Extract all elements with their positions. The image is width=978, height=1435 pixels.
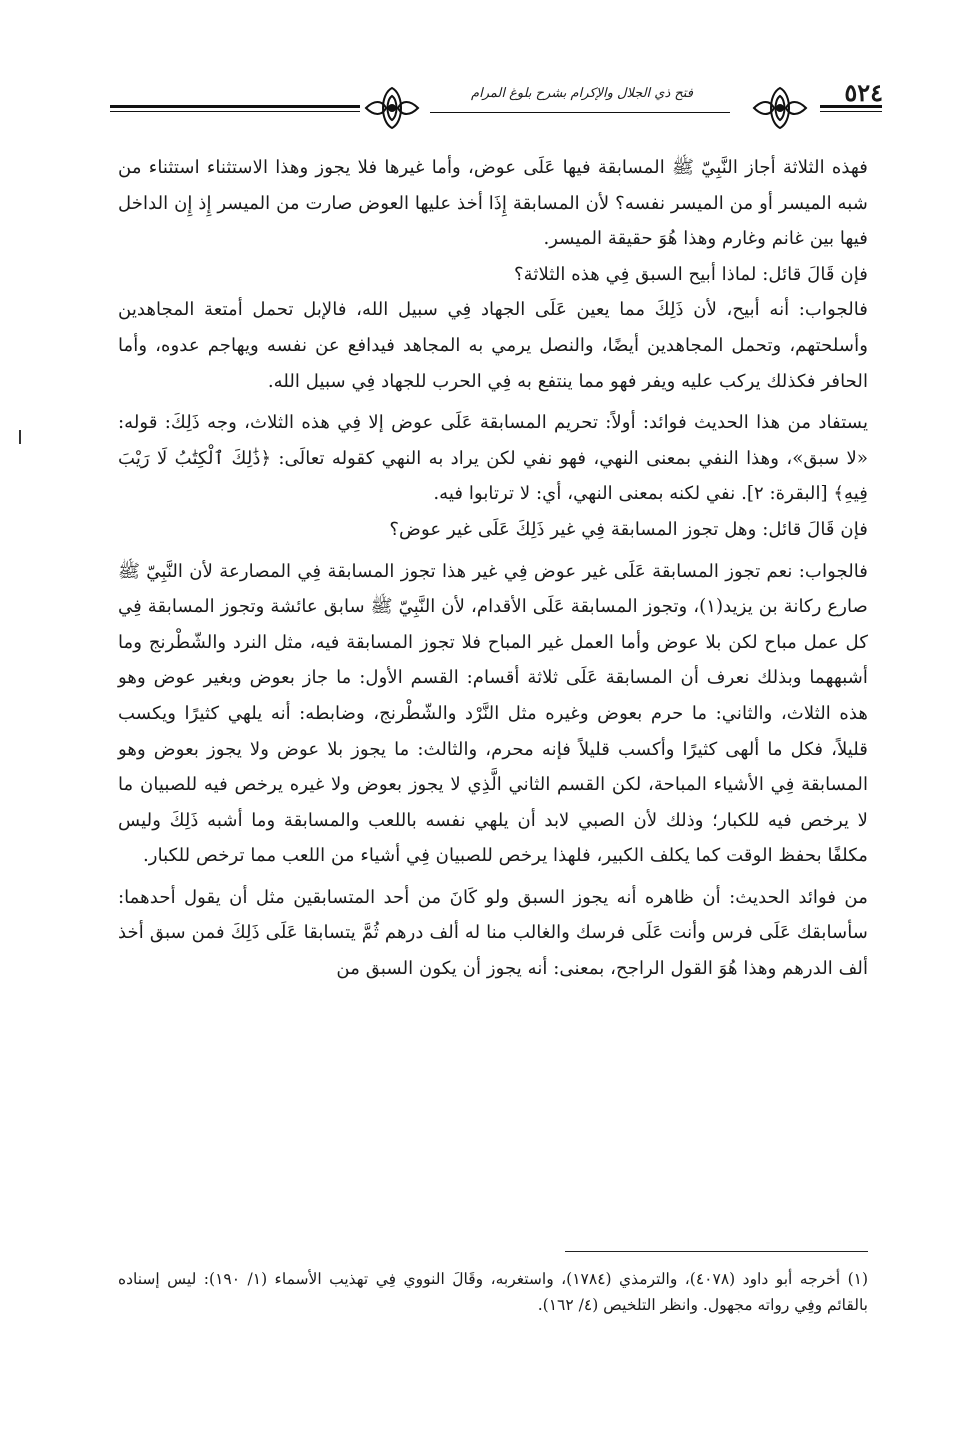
header-rule-middle xyxy=(430,112,730,113)
ornament-left-icon xyxy=(362,84,422,132)
page-header xyxy=(90,78,882,138)
running-title: فتح ذي الجلال والإكرام بشرح بلوغ المرام xyxy=(471,86,693,101)
ornament-right-icon xyxy=(750,84,810,132)
paragraph: من فوائد الحديث: أن ظاهره أنه يجوز السبق ولو كَانَ من أحد المتسابقين مثل أن يقول أحدهما: سأسابقك عَلَى فرس وأنت عَلَى فرسك والغالب منا له ألف درهم ثُمَّ يتسابقا عَلَى ذَلِكَ فمن سبق أخذ ألف الدرهم وهذا هُوَ القول الراجح، بمعنى: أنه يجوز أن يكون السبق من xyxy=(118,886,868,980)
header-rule-right-thin xyxy=(820,111,882,112)
paragraph: فإن قَالَ قائل: وهل تجوز المسابقة فِي غير ذَلِكَ عَلَى غير عوض؟ xyxy=(389,518,868,540)
paragraph: فإن قَالَ قائل: لماذا أبيح السبق فِي هذه الثلاثة؟ xyxy=(514,263,868,285)
paragraph: يستفاد من هذا الحديث فوائد: أولاً: تحريم المسابقة عَلَى عوض إلا فِي هذه الثلاث، وجه ذَلِكَ: قوله: «لا سبق»، وهذا النفي بمعنى النهي، فهو نفي لكن يراد به النهي كقوله تعالَى: ﴿ذَٰلِكَ ٱلْكِتَٰبُ لَا رَيْبَ فِيهِ﴾ [البقرة: ٢]. نفي لكنه بمعنى النهي، أي: لا ترتابوا فيه. xyxy=(118,412,868,505)
footnote-separator xyxy=(565,1251,868,1252)
footnote: (١) أخرجه أبو داود (٤٠٧٨)، والترمذي (١٧٨٤)، واستغربه، وقَالَ النووي فِي تهذيب الأسماء (١/ ١٩٠): ليس إسناده بالقائم وفِي رواته مجهول. وانظر التلخيص (٤/ ١٦٢). xyxy=(118,1270,869,1314)
header-rule-left xyxy=(110,105,360,108)
header-rule-left-thin xyxy=(110,111,360,112)
paragraph: فالجواب: نعم تجوز المسابقة عَلَى غير عوض فِي غير هذا تجوز المسابقة فِي المصارعة لأن النَّبِيّ ﷺ صارع ركانة بن يزيد(١)، وتجوز المسابقة عَلَى الأقدام، لأن النَّبِيّ ﷺ سابق عائشة وتجوز المسابقة فِي كل عمل مباح لكن بلا عوض وأما العمل غير المباح فلا تجوز المسابقة فيه، مثل النرد والشّطْرنج وما أشبههما وبذلك نعرف أن المسابقة عَلَى ثلاثة أقسام: القسم الأول: ما جاز بعوض وبغير عوض وهو هذه الثلاث، والثاني: ما حرم بعوض وغيره مثل النَّرْد والشّطْرنج، وضابطه: أنه يلهي كثيرًا ويكسب قليلاً، فكل ما ألهى كثيرًا وأكسب قليلاً فإنه محرم، والثالث: ما يجوز بلا عوض ولا يجوز بعوض وهو المسابقة فِي الأشياء المباحة، لكن القسم الثاني الَّذِي لا يجوز بعوض ولا غيره يرخص فيه للصبيان ما لا يرخص فيه للكبار؛ وذلك لأن الصبي لابد أن يلهي نفسه باللعب والمسابقة وما أشبه ذَلِكَ وليس مكلفًا بحفظ الوقت كما يكلف الكبير، فلهذا يرخص للصبيان فِي أشياء من اللعب مما ترخص للكبار. xyxy=(118,560,868,867)
margin-mark xyxy=(19,430,21,444)
paragraph: فهذه الثلاثة أجاز النَّبِيّ ﷺ المسابقة فيها عَلَى عوض، وأما غيرها فلا يجوز وهذا الاستثناء استثناء من شبه الميسر أو من الميسر نفسه؟ لأن المسابقة إِذَا أخذ عليها العوض صارت من الميسر إِذ إِن الداخل فيها بين غانم وغارم وهذا هُوَ حقيقة الميسر. xyxy=(118,157,868,250)
paragraph: فالجواب: أنه أبيح، لأن ذَلِكَ مما يعين عَلَى الجهاد فِي سبيل الله، فالإبل تحمل أمتعة المجاهدين وأسلحتهم، وتحمل المجاهدين أيضًا، والنصل يرمي به المجاهد فيدافع عن نفسه ويهاجم عدوه، وأما الحافر فكذلك يركب عليه ويفر فهو مما ينتفع به فِي الحرب للجهاد فِي سبيل الله. xyxy=(118,299,868,392)
main-text xyxy=(118,150,868,987)
page-number: ٥٢٤ xyxy=(844,78,883,107)
footnotes xyxy=(118,1266,868,1318)
